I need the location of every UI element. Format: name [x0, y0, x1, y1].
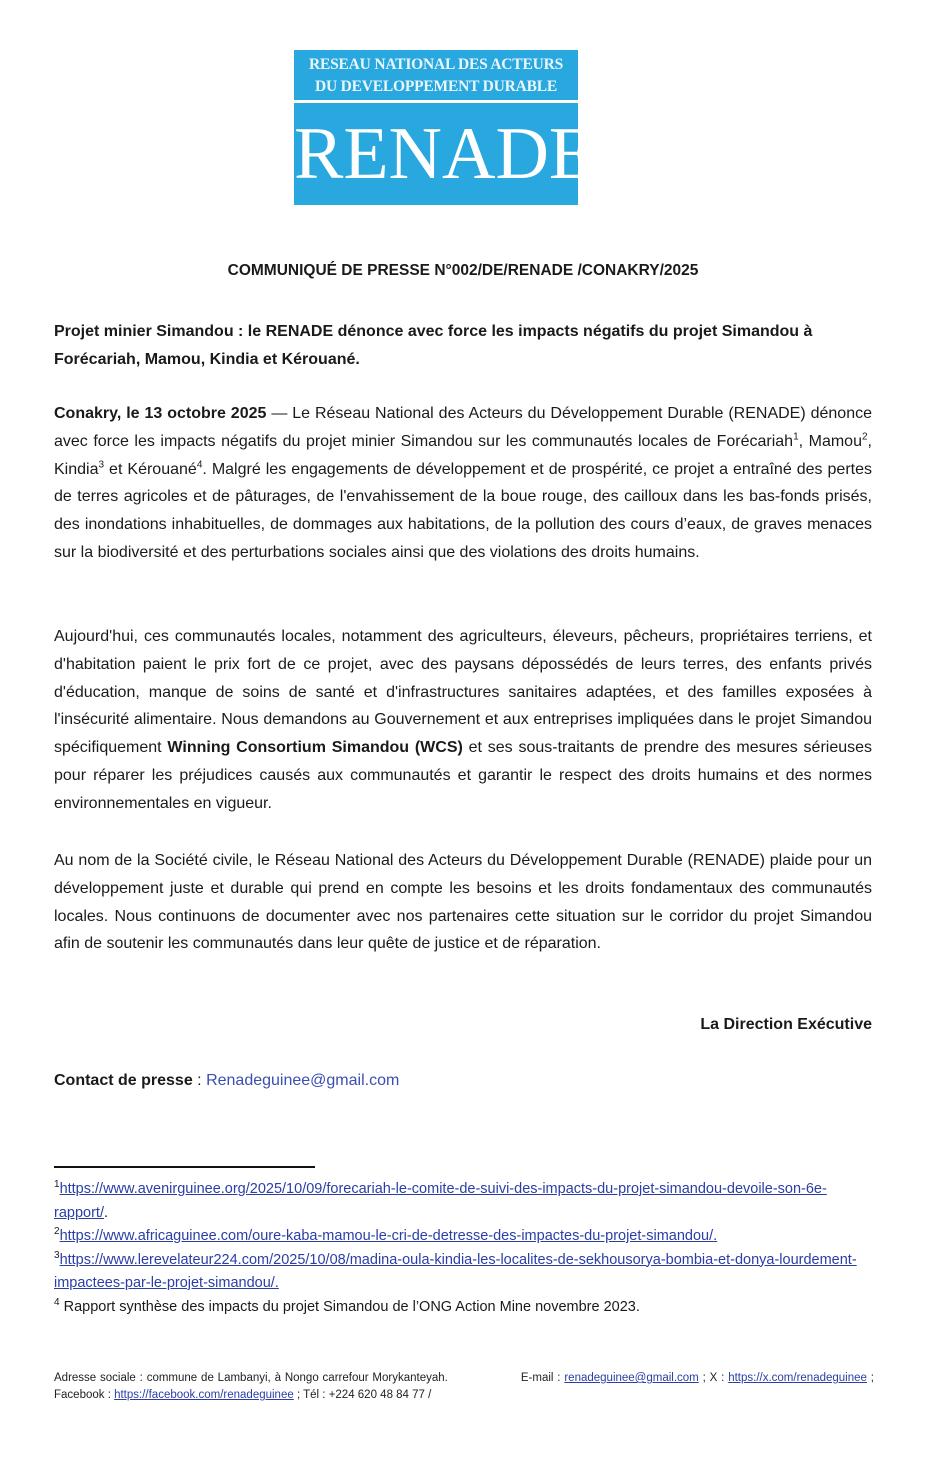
contact-label: Contact de presse — [54, 1072, 193, 1089]
footnote-1-link[interactable]: https://www.avenirguinee.org/2025/10/09/forecariah-le-comite-de-suivi-des-impacts-du-projet-simandou-devoile-son-6e-rapport/ — [54, 1181, 827, 1221]
footnote-2-link[interactable]: https://www.africaguinee.com/oure-kaba-mamou-le-cri-de-detresse-des-impactes-du-projet-simandou/. — [59, 1228, 718, 1244]
paragraph-text: et Kérouané — [104, 460, 197, 478]
footnote-ref-1[interactable]: 1 — [793, 431, 799, 443]
company-name: Winning Consortium Simandou (WCS) — [167, 739, 463, 757]
footnote-number: 3 — [54, 1249, 60, 1261]
footnote-number: 1 — [54, 1179, 60, 1191]
footnote-ref-3[interactable]: 3 — [98, 459, 105, 471]
paragraph-1 — [54, 400, 872, 567]
footnote-2 — [54, 1225, 874, 1249]
footer-email-link[interactable]: renadeguinee@gmail.com — [564, 1372, 699, 1384]
paragraph-text: et ses sous-traitants de prendre des mesures sérieuses pour réparer les préjudices causés aux communautés et garantir le respect des droits humains et des normes environnementales en vigueur. — [54, 739, 873, 812]
renade-logo — [294, 50, 595, 205]
footnote-punct: . — [103, 1204, 109, 1221]
press-release-title: COMMUNIQUÉ DE PRESSE N°002/DE/RENADE /CONAKRY/2025 — [227, 262, 699, 279]
footnote-3-link[interactable]: https://www.lerevelateur224.com/2025/10/08/madina-oula-kindia-les-localites-de-sekhousorya-bombia-et-donya-lourdement-impactees-par-le-projet-simandou/. — [54, 1251, 857, 1291]
footnotes — [54, 1178, 874, 1319]
footnote-4 — [54, 1296, 874, 1320]
footnote-separator — [54, 1166, 315, 1168]
footnote-1 — [54, 1178, 874, 1225]
footer-x-link[interactable]: https://x.com/renadeguinee — [728, 1372, 867, 1384]
logo-line-2: DU DEVELOPPEMENT DURABLE — [314, 78, 558, 95]
x-label: ; X : — [698, 1372, 729, 1384]
logo-acronym: RENADE — [294, 103, 578, 205]
paragraph-text: Aujourd'hui, ces communautés locales, notamment des agriculteurs, éleveurs, pêcheurs, propriétaires terriens, et d'habitation paient le prix fort de ce projet, avec des paysans dépossédés de leurs terres, des enfants privés d'éducation, manque de soins de santé et d'infrastructures sanitaires adaptées, et des familles exposées à l'insécurité alimentaire. Nous demandons au Gouvernement et aux entreprises impliquées dans le projet Simandou spécifiquement — [54, 628, 872, 757]
footer-address — [54, 1370, 874, 1404]
signature: La Direction Exécutive — [700, 1016, 872, 1033]
footnote-text: Rapport synthèse des impacts du projet Simandou de l’ONG Action Mine novembre 2023. — [59, 1298, 640, 1315]
press-contact — [54, 1072, 399, 1090]
paragraph-text: , Mamou — [798, 432, 862, 450]
logo-line-1: RESEAU NATIONAL DES ACTEURS — [308, 56, 563, 73]
footnote-number: 2 — [54, 1226, 60, 1238]
press-release-heading: Projet minier Simandou : le RENADE dénonce avec force les impacts négatifs du projet Simandou à Forécariah, Mamou, Kindia et Kérouané. — [54, 323, 813, 368]
contact-separator: : — [192, 1072, 207, 1089]
paragraph-text: — Le Réseau National des Acteurs du Développement Durable (RENADE) dénonce avec force les impacts négatifs du projet minier Simandou sur les communautés locales de Forécariah — [54, 405, 873, 450]
phone-text: ; Tél : +224 620 48 84 77 / — [293, 1389, 432, 1401]
footnote-3 — [54, 1249, 874, 1296]
footnote-ref-4[interactable]: 4 — [196, 459, 203, 471]
paragraph-text: , Kindia — [54, 432, 872, 478]
paragraph-2 — [54, 623, 872, 818]
footnote-ref-2[interactable]: 2 — [861, 431, 868, 443]
paragraph-text: . Malgré les engagements de développement et de prospérité, ce projet a entraîné des pertes de terres agricoles et de pâturages, de l'envahissement de la boue rouge, des cailloux dans les bas-fonds prisés, des inondations inhabituelles, de dommages aux habitations, de la pollution des cours d’eaux, de graves menaces sur la biodiversité et des perturbations sociales ainsi que des violations des droits humains. — [54, 460, 873, 561]
logo-tagline — [294, 50, 578, 100]
email-label: E-mail : — [520, 1372, 565, 1384]
address-text: Adresse sociale : commune de Lambanyi, à Nongo carrefour Morykanteyah. — [54, 1372, 448, 1384]
contact-email-link[interactable]: Renadeguinee@gmail.com — [206, 1072, 400, 1089]
dateline: Conakry, le 13 octobre 2025 — [54, 405, 267, 422]
facebook-label: ; Facebook : — [54, 1372, 874, 1401]
footnote-number: 4 — [54, 1296, 60, 1308]
footer-facebook-link[interactable]: https://facebook.com/renadeguinee — [114, 1389, 294, 1401]
paragraph-3: Au nom de la Société civile, le Réseau National des Acteurs du Développement Durable (RENADE) plaide pour un développement juste et durable qui prend en compte les besoins et les droits fondamentaux des communautés locales. Nous continuons de documenter avec nos partenaires cette situation sur le corridor du projet Simandou afin de soutenir les communautés dans leur quête de justice et de réparation. — [54, 852, 872, 953]
